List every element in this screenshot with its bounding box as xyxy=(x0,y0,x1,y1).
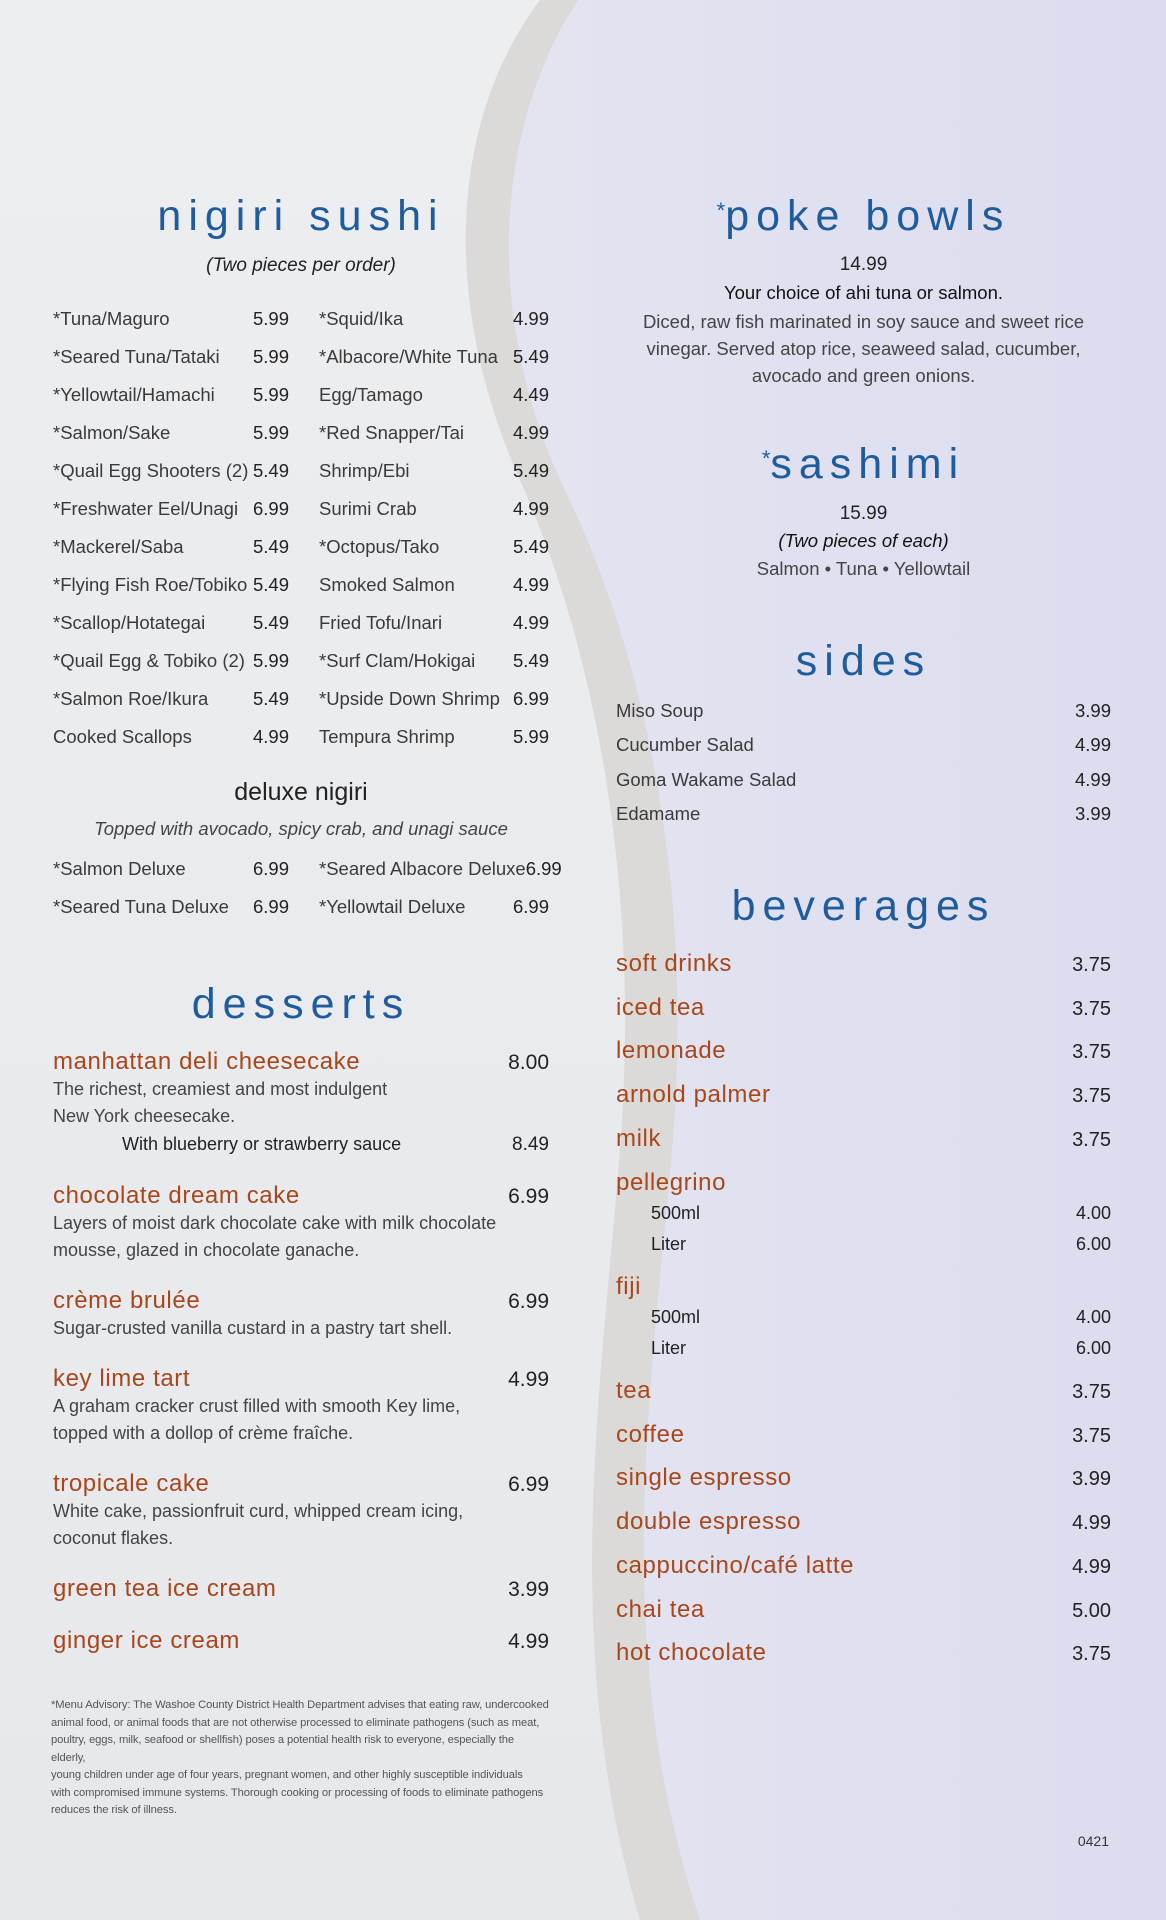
beverage-iced-tea xyxy=(616,994,1111,1022)
beverage-tea xyxy=(616,1377,1111,1405)
beverage-fiji xyxy=(616,1273,1111,1301)
nigiri-subtitle: (Two pieces per order) xyxy=(206,255,396,276)
dessert-option: With blueberry or strawberry sauce xyxy=(122,1134,402,1154)
sashimi-title xyxy=(616,440,1111,489)
beverage-price: 3.75 xyxy=(1072,1381,1111,1403)
item-price: 4.99 xyxy=(512,308,549,329)
beverage-name: tea xyxy=(616,1377,652,1404)
item-name: *Red Snapper/Tai xyxy=(319,422,465,443)
dessert-desc: A graham cracker crust filled with smooth Key lime, xyxy=(53,1396,461,1416)
dessert-price: 8.00 xyxy=(508,1051,549,1074)
menu-item xyxy=(319,896,549,918)
dessert-name: green tea ice cream xyxy=(53,1575,277,1602)
poke-desc xyxy=(616,308,1111,389)
menu-item xyxy=(53,726,319,748)
menu-item xyxy=(319,346,549,368)
item-price: 5.99 xyxy=(512,726,549,747)
poke-title-text: poke bowls xyxy=(725,192,1011,240)
menu-item xyxy=(319,422,549,444)
item-price: 5.99 xyxy=(252,650,289,671)
advisory-line: poultry, eggs, milk, seafood or shellfish) poses a potential health risk to everyone, especially the elderly, xyxy=(51,1734,515,1764)
menu-item xyxy=(319,574,549,596)
side-name: Goma Wakame Salad xyxy=(616,769,797,790)
dessert-name: tropicale cake xyxy=(53,1470,210,1497)
beverage-name: coffee xyxy=(616,1421,685,1448)
beverage-price: 4.99 xyxy=(1072,1556,1111,1578)
menu-item xyxy=(53,308,319,330)
advisory-line: young children under age of four years, pregnant women, and other highly susceptible individuals xyxy=(51,1769,523,1781)
item-name: *Freshwater Eel/Unagi xyxy=(53,498,239,519)
dessert-desc: The richest, creamiest and most indulgent xyxy=(53,1079,388,1099)
desserts-title: desserts xyxy=(191,980,411,1028)
item-name: *Seared Albacore Deluxe xyxy=(319,858,526,879)
dessert-desc: New York cheesecake. xyxy=(53,1106,236,1126)
beverage-single-espresso xyxy=(616,1464,1111,1492)
side-item xyxy=(616,734,1111,756)
item-price: 4.99 xyxy=(512,612,549,633)
dessert-ginger xyxy=(53,1627,549,1655)
side-item xyxy=(616,769,1111,791)
size-label: Liter xyxy=(651,1234,687,1254)
item-name: *Yellowtail/Hamachi xyxy=(53,384,215,405)
menu-item xyxy=(53,688,319,710)
dessert-desc: Layers of moist dark chocolate cake with milk chocolate xyxy=(53,1213,497,1233)
dessert-chocolate xyxy=(53,1182,549,1264)
item-name: *Seared Tuna/Tataki xyxy=(53,346,220,367)
beverage-hot-chocolate xyxy=(616,1639,1111,1667)
nigiri-row xyxy=(53,888,549,926)
nigiri-row xyxy=(53,376,549,414)
nigiri-list xyxy=(53,300,549,756)
nigiri-row xyxy=(53,850,562,888)
size-label: Liter xyxy=(651,1338,687,1358)
side-name: Miso Soup xyxy=(616,700,704,721)
beverage-price: 3.75 xyxy=(1072,1085,1111,1107)
side-price: 3.99 xyxy=(1074,803,1111,824)
beverage-name: hot chocolate xyxy=(616,1639,767,1666)
beverage-price: 3.75 xyxy=(1072,1041,1111,1063)
item-name: Cooked Scallops xyxy=(53,726,192,747)
menu-item xyxy=(319,688,549,710)
item-price: 5.49 xyxy=(512,650,549,671)
item-name: *Salmon Deluxe xyxy=(53,858,186,879)
item-name: *Yellowtail Deluxe xyxy=(319,896,466,917)
side-price: 4.99 xyxy=(1074,769,1111,790)
item-name: *Salmon/Sake xyxy=(53,422,171,443)
beverage-name: cappuccino/café latte xyxy=(616,1552,855,1579)
dessert-greentea xyxy=(53,1575,549,1603)
size-price: 4.00 xyxy=(1075,1307,1111,1327)
dessert-name: crème brulée xyxy=(53,1287,201,1314)
deluxe-subtitle: Topped with avocado, spicy crab, and unagi sauce xyxy=(94,818,508,839)
beverage-name: fiji xyxy=(616,1273,642,1300)
side-item xyxy=(616,803,1111,825)
item-price: 4.99 xyxy=(512,498,549,519)
poke-price: 14.99 xyxy=(839,254,888,275)
item-price: 6.99 xyxy=(252,858,289,879)
beverage-arnold-palmer xyxy=(616,1081,1111,1109)
side-name: Cucumber Salad xyxy=(616,734,754,755)
menu-advisory xyxy=(51,1697,551,1820)
menu-item xyxy=(53,422,319,444)
item-name: Shrimp/Ebi xyxy=(319,460,410,481)
beverage-price: 3.75 xyxy=(1072,1643,1111,1665)
nigiri-row xyxy=(53,718,549,756)
item-price: 4.99 xyxy=(252,726,289,747)
menu-item xyxy=(53,460,319,482)
side-price: 4.99 xyxy=(1074,734,1111,755)
item-price: 5.99 xyxy=(252,308,289,329)
item-name: *Salmon Roe/Ikura xyxy=(53,688,209,709)
beverage-pellegrino xyxy=(616,1169,1111,1197)
beverage-name: single espresso xyxy=(616,1464,792,1491)
beverage-size xyxy=(651,1307,1111,1328)
nigiri-title: nigiri sushi xyxy=(157,192,445,240)
beverage-price: 3.75 xyxy=(1072,1129,1111,1151)
dessert-cheesecake xyxy=(53,1048,549,1156)
poke-choice: Your choice of ahi tuna or salmon. xyxy=(723,282,1004,303)
item-price: 5.99 xyxy=(252,384,289,405)
advisory-line: with compromised immune systems. Thorough cooking or processing of foods to eliminate pathogens xyxy=(51,1786,544,1799)
dessert-desc: mousse, glazed in chocolate ganache. xyxy=(53,1240,360,1260)
dessert-keylime xyxy=(53,1365,549,1447)
nigiri-row xyxy=(53,414,549,452)
beverage-name: iced tea xyxy=(616,994,705,1021)
beverage-name: double espresso xyxy=(616,1508,802,1535)
nigiri-row xyxy=(53,604,549,642)
deluxe-title: deluxe nigiri xyxy=(234,778,368,806)
dessert-desc: White cake, passionfruit curd, whipped cream icing, xyxy=(53,1501,464,1521)
beverage-milk xyxy=(616,1125,1111,1153)
dessert-brulee xyxy=(53,1287,549,1342)
menu-item xyxy=(53,612,319,634)
nigiri-row xyxy=(53,642,549,680)
menu-item xyxy=(53,574,319,596)
beverage-name: lemonade xyxy=(616,1037,727,1064)
sides-title: sides xyxy=(795,637,932,685)
dessert-name: manhattan deli cheesecake xyxy=(53,1048,361,1075)
nigiri-row xyxy=(53,338,549,376)
menu-item xyxy=(53,498,319,520)
item-name: Tempura Shrimp xyxy=(319,726,455,747)
menu-item xyxy=(319,308,549,330)
menu-code: 0421 xyxy=(1077,1833,1109,1849)
beverage-coffee xyxy=(616,1421,1111,1449)
dessert-desc: Sugar-crusted vanilla custard in a pastry tart shell. xyxy=(53,1318,453,1338)
menu-item xyxy=(319,858,562,880)
beverage-cappuccino xyxy=(616,1552,1111,1580)
beverage-size xyxy=(651,1203,1111,1224)
sashimi-star: * xyxy=(761,446,771,471)
menu-item xyxy=(53,384,319,406)
dessert-name: chocolate dream cake xyxy=(53,1182,300,1209)
poke-desc-line: vinegar. Served atop rice, seaweed salad, cucumber, xyxy=(646,338,1081,359)
sashimi-fish: Salmon • Tuna • Yellowtail xyxy=(756,558,971,579)
beverage-name: arnold palmer xyxy=(616,1081,771,1108)
menu-item xyxy=(319,612,549,634)
menu-item xyxy=(319,384,549,406)
beverage-price: 4.99 xyxy=(1072,1512,1111,1534)
poke-desc-line: avocado and green onions. xyxy=(751,365,976,386)
nigiri-row xyxy=(53,566,549,604)
dessert-price: 4.99 xyxy=(508,1368,549,1391)
size-label: 500ml xyxy=(651,1203,701,1223)
beverage-price: 3.99 xyxy=(1072,1468,1111,1490)
item-price: 6.99 xyxy=(525,858,562,879)
nigiri-row xyxy=(53,528,549,566)
nigiri-row xyxy=(53,300,549,338)
advisory-line: animal food, or animal foods that are not otherwise processed to eliminate pathogens (such as meat, xyxy=(51,1716,540,1729)
sashimi-price: 15.99 xyxy=(839,503,888,524)
size-price: 6.00 xyxy=(1075,1234,1111,1254)
item-price: 5.99 xyxy=(252,346,289,367)
item-name: Smoked Salmon xyxy=(319,574,455,595)
poke-star: * xyxy=(716,198,726,223)
menu-item xyxy=(53,346,319,368)
item-name: *Flying Fish Roe/Tobiko xyxy=(53,574,248,595)
dessert-desc: topped with a dollop of crème fraîche. xyxy=(53,1423,354,1443)
dessert-tropicale xyxy=(53,1470,549,1552)
item-name: Surimi Crab xyxy=(319,498,417,519)
beverage-chai-tea xyxy=(616,1596,1111,1624)
dessert-name: key lime tart xyxy=(53,1365,191,1392)
menu-item xyxy=(53,650,319,672)
item-name: *Octopus/Tako xyxy=(319,536,440,557)
item-name: *Mackerel/Saba xyxy=(53,536,184,557)
dessert-price: 6.99 xyxy=(508,1185,549,1208)
dessert-price: 6.99 xyxy=(508,1473,549,1496)
deluxe-list xyxy=(53,850,562,926)
beverage-price: 3.75 xyxy=(1072,1425,1111,1447)
item-name: *Tuna/Maguro xyxy=(53,308,170,329)
item-price: 5.49 xyxy=(252,688,289,709)
nigiri-row xyxy=(53,680,549,718)
item-name: *Surf Clam/Hokigai xyxy=(319,650,476,671)
beverage-name: soft drinks xyxy=(616,950,732,977)
item-name: *Albacore/White Tuna xyxy=(319,346,498,367)
dessert-option-price: 8.49 xyxy=(512,1134,549,1155)
menu-item xyxy=(319,498,549,520)
beverage-soft-drinks xyxy=(616,950,1111,978)
menu-item xyxy=(319,726,549,748)
item-name: *Quail Egg Shooters (2) xyxy=(53,460,249,481)
item-name: *Quail Egg & Tobiko (2) xyxy=(53,650,245,671)
nigiri-row xyxy=(53,490,549,528)
item-price: 5.49 xyxy=(512,536,549,557)
menu-item xyxy=(319,536,549,558)
item-price: 6.99 xyxy=(252,896,289,917)
beverage-size xyxy=(651,1234,1111,1255)
item-price: 4.99 xyxy=(512,574,549,595)
size-price: 6.00 xyxy=(1075,1338,1111,1358)
side-price: 3.99 xyxy=(1074,700,1111,721)
size-label: 500ml xyxy=(651,1307,701,1327)
dessert-name: ginger ice cream xyxy=(53,1627,241,1654)
beverage-name: chai tea xyxy=(616,1596,705,1623)
nigiri-row xyxy=(53,452,549,490)
side-name: Edamame xyxy=(616,803,701,824)
size-price: 4.00 xyxy=(1075,1203,1111,1223)
poke-title xyxy=(616,192,1111,241)
dessert-price: 6.99 xyxy=(508,1290,549,1313)
beverage-price: 3.75 xyxy=(1072,998,1111,1020)
item-name: *Upside Down Shrimp xyxy=(319,688,500,709)
menu-item xyxy=(319,650,549,672)
item-price: 5.49 xyxy=(512,460,549,481)
sashimi-note: (Two pieces of each) xyxy=(778,530,949,551)
beverage-double-espresso xyxy=(616,1508,1111,1536)
item-name: *Seared Tuna Deluxe xyxy=(53,896,229,917)
beverage-name: milk xyxy=(616,1125,662,1152)
beverage-name: pellegrino xyxy=(616,1169,727,1196)
beverage-lemonade xyxy=(616,1037,1111,1065)
sashimi-title-text: sashimi xyxy=(770,440,966,488)
item-price: 4.49 xyxy=(512,384,549,405)
item-price: 5.49 xyxy=(252,574,289,595)
dessert-price: 4.99 xyxy=(508,1630,549,1653)
beverage-price: 3.75 xyxy=(1072,954,1111,976)
item-price: 5.99 xyxy=(252,422,289,443)
menu-item xyxy=(53,896,319,918)
item-price: 4.99 xyxy=(512,422,549,443)
dessert-price: 3.99 xyxy=(508,1578,549,1601)
item-price: 5.49 xyxy=(512,346,549,367)
side-item xyxy=(616,700,1111,722)
item-name: Egg/Tamago xyxy=(319,384,423,405)
item-price: 6.99 xyxy=(512,688,549,709)
item-price: 6.99 xyxy=(512,896,549,917)
item-name: *Squid/Ika xyxy=(319,308,404,329)
item-name: *Scallop/Hotategai xyxy=(53,612,206,633)
beverage-size xyxy=(651,1338,1111,1359)
beverage-price: 5.00 xyxy=(1072,1600,1111,1622)
menu-item xyxy=(53,536,319,558)
beverages-title: beverages xyxy=(731,882,996,930)
item-price: 5.49 xyxy=(252,612,289,633)
item-name: Fried Tofu/Inari xyxy=(319,612,443,633)
advisory-line: reduces the risk of illness. xyxy=(51,1804,177,1816)
dessert-desc: coconut flakes. xyxy=(53,1528,174,1548)
item-price: 5.49 xyxy=(252,460,289,481)
item-price: 5.49 xyxy=(252,536,289,557)
menu-item xyxy=(319,460,549,482)
advisory-line: *Menu Advisory: The Washoe County District Health Department advises that eating raw, undercooked xyxy=(51,1699,549,1711)
menu-item xyxy=(53,858,319,880)
item-price: 6.99 xyxy=(252,498,289,519)
poke-desc-line: Diced, raw fish marinated in soy sauce and sweet rice xyxy=(642,311,1085,332)
